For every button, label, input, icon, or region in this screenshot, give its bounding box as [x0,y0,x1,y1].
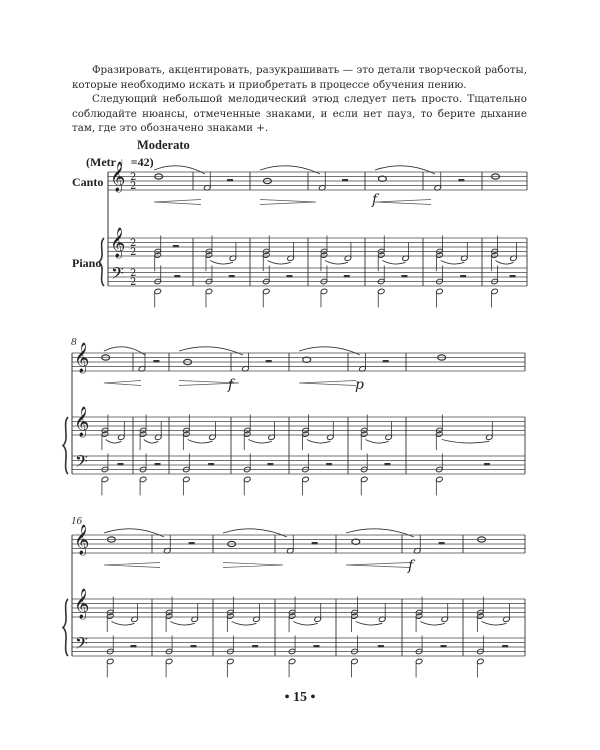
slur [260,166,320,174]
slur [356,622,382,626]
slur [104,529,164,537]
crescendo-hairpin [154,200,201,205]
half-rest [118,463,124,465]
time-signature: 2 [130,238,137,249]
half-rest [229,275,235,277]
measure-number-16: 16 [71,515,82,527]
whole-note [378,176,386,181]
slur [442,440,490,444]
dynamic-f: f [408,558,414,574]
paragraph-text: Фразировать, акцентировать, разукрашивать — это детали творческой работы, которые необходимо искать и приобретать в процессе обучения пению. [72,64,527,91]
slur [232,622,257,626]
treble-clef-icon: 𝄞 [110,228,126,258]
slur [382,261,405,265]
slur [179,347,243,355]
half-rest [344,275,350,277]
time-signature: 2 [130,172,137,183]
half-rest [286,275,292,277]
dynamic-p: p [355,377,364,393]
half-rest [510,275,516,277]
decrescendo-hairpin [260,200,316,205]
half-rest [401,275,407,277]
grand-staff-brace [63,599,68,656]
half-rest [173,245,179,247]
half-rest [227,179,233,181]
time-signature: 2 [130,181,137,192]
half-rest [326,463,332,465]
slur [299,347,360,355]
half-rest [342,179,348,181]
slur [267,261,290,265]
slur [170,622,194,626]
dynamic-f: f [372,192,378,208]
paragraph-text: Следующий небольшой мелодический этюд следует петь просто. Тщательно соблюдайте нюансы, отмеченные знаками, и если нет пауз, то берите дыхание там, где это обозначено знаками +. [72,93,527,134]
slur [325,261,348,265]
bass-clef-icon: 𝄢 [75,633,88,657]
half-rest [312,542,318,544]
half-rest [484,463,490,465]
treble-clef-icon: 𝄞 [74,407,90,437]
dynamic-f: f [228,377,234,393]
slur [496,261,514,265]
slur [248,440,271,444]
piano-label: Piano [72,256,102,270]
half-rest [208,463,214,465]
half-rest [458,179,464,181]
time-signature: 2 [130,268,137,279]
bass-clef-icon: 𝄢 [111,263,124,287]
half-rest [130,645,136,647]
slur [106,440,122,444]
crescendo-hairpin [104,381,141,386]
page-number: • 15 • [284,690,316,705]
slur [441,261,465,265]
treble-clef-icon: 𝄞 [74,343,90,373]
slur [293,622,317,626]
time-signature: 2 [130,277,137,288]
whole-note [352,539,360,544]
half-rest [384,463,390,465]
half-rest [383,360,389,362]
crescendo-hairpin [375,200,431,205]
half-rest [174,275,180,277]
half-rest [267,463,273,465]
half-rest [460,275,466,277]
slur [210,261,233,265]
bass-clef-icon: 𝄢 [75,451,88,475]
crescendo-hairpin [346,563,410,568]
half-rest [153,360,159,362]
slur [104,347,145,355]
slur [188,440,213,444]
treble-clef-icon: 𝄞 [74,525,90,555]
half-rest [440,645,446,647]
time-signature: 2 [130,247,137,258]
half-rest [266,360,272,362]
tempo-marking: Moderato [137,138,190,152]
metronome-marking: (Metr ♩=42) [86,155,154,169]
measure-number-8: 8 [71,336,77,348]
half-rest [313,645,319,647]
whole-note [303,357,311,362]
grand-staff-brace [99,238,104,286]
canto-label: Canto [72,175,104,189]
half-rest [190,645,196,647]
slur [482,622,507,626]
slur [420,622,444,626]
half-rest [252,645,258,647]
slur [346,529,414,537]
decrescendo-hairpin [223,563,283,568]
half-rest [378,645,384,647]
slur [365,440,388,444]
treble-clef-icon: 𝄞 [74,589,90,619]
half-rest [439,542,445,544]
half-rest [154,463,160,465]
slur [375,166,435,174]
slur [154,166,205,174]
half-rest [502,645,508,647]
crescendo-hairpin [299,381,356,386]
slur [111,622,134,626]
slur [307,440,331,444]
treble-clef-icon: 𝄞 [110,162,126,192]
crescendo-hairpin [104,563,160,568]
half-rest [189,542,195,544]
slur [223,529,287,537]
grand-staff-brace [63,417,68,474]
